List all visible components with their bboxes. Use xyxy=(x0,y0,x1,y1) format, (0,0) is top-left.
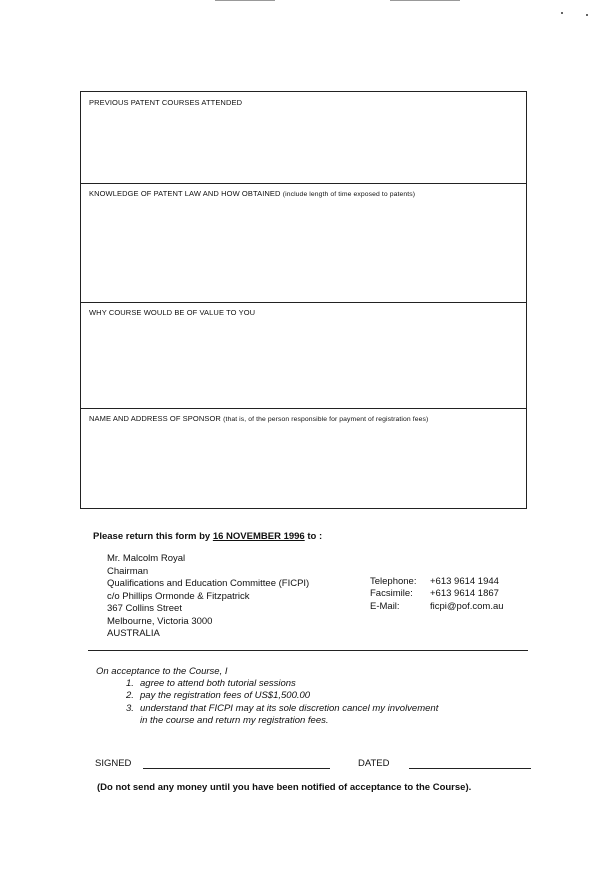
scan-artifact-line xyxy=(215,0,275,1)
acceptance-item: understand that FICPI may at its sole discretion cancel my involvement xyxy=(140,703,439,714)
address-line: AUSTRALIA xyxy=(107,628,160,639)
address-line: Melbourne, Victoria 3000 xyxy=(107,616,213,627)
application-form-box xyxy=(80,91,527,509)
dated-line[interactable] xyxy=(409,768,531,769)
acceptance-item-number: 1. xyxy=(126,678,134,689)
signed-label: SIGNED xyxy=(95,758,132,769)
address-line: Qualifications and Education Committee (FICPI) xyxy=(107,578,310,589)
dated-label: DATED xyxy=(358,758,390,769)
email-label: E-Mail: xyxy=(370,601,400,612)
section-previous-courses[interactable] xyxy=(81,92,526,183)
section-course-value[interactable] xyxy=(81,302,526,408)
section-label xyxy=(89,308,255,317)
return-prefix: Please return this form by xyxy=(93,531,213,542)
section-label-note: (that is, of the person responsible for payment of registration fees) xyxy=(223,416,429,423)
fax-value: +613 9614 1867 xyxy=(430,588,499,599)
telephone-value: +613 9614 1944 xyxy=(430,576,499,587)
scan-artifact-line xyxy=(390,0,460,1)
return-suffix: to : xyxy=(304,531,323,542)
acceptance-item-number: 3. xyxy=(126,703,134,714)
return-instructions xyxy=(93,531,322,542)
acceptance-item: agree to attend both tutorial sessions xyxy=(140,678,296,689)
acceptance-item: pay the registration fees of US$1,500.00 xyxy=(140,690,311,701)
return-deadline: 16 NOVEMBER 1996 xyxy=(212,531,305,542)
section-label-text: PREVIOUS PATENT COURSES ATTENDED xyxy=(89,98,243,107)
fax-label: Facsimile: xyxy=(370,588,413,599)
section-knowledge-of-patent-law[interactable] xyxy=(81,183,526,302)
section-label-note: (include length of time exposed to patents) xyxy=(282,191,416,198)
section-label-text: NAME AND ADDRESS OF SPONSOR xyxy=(89,414,221,423)
section-label-text: KNOWLEDGE OF PATENT LAW AND HOW OBTAINED xyxy=(89,189,281,198)
signed-line[interactable] xyxy=(143,768,330,769)
section-sponsor[interactable] xyxy=(81,408,526,509)
scan-artifact-dot xyxy=(586,14,588,16)
acceptance-item-number: 2. xyxy=(126,690,134,701)
email-value[interactable]: ficpi@pof.com.au xyxy=(430,601,504,612)
section-label xyxy=(89,189,415,198)
payment-disclaimer: (Do not send any money until you have been notified of acceptance to the Course). xyxy=(97,782,472,793)
acceptance-item-continuation: in the course and return my registration fees. xyxy=(140,715,329,726)
divider xyxy=(88,650,528,651)
scan-artifact-dot xyxy=(561,12,563,14)
acceptance-intro: On acceptance to the Course, I xyxy=(96,666,228,677)
section-label xyxy=(89,98,242,107)
address-line: Mr. Malcolm Royal xyxy=(107,553,186,564)
section-label xyxy=(89,414,428,423)
telephone-label: Telephone: xyxy=(370,576,417,587)
address-line: c/o Phillips Ormonde & Fitzpatrick xyxy=(107,591,250,602)
address-line: 367 Collins Street xyxy=(107,603,182,614)
address-line: Chairman xyxy=(107,566,149,577)
section-label-text: WHY COURSE WOULD BE OF VALUE TO YOU xyxy=(89,308,256,317)
